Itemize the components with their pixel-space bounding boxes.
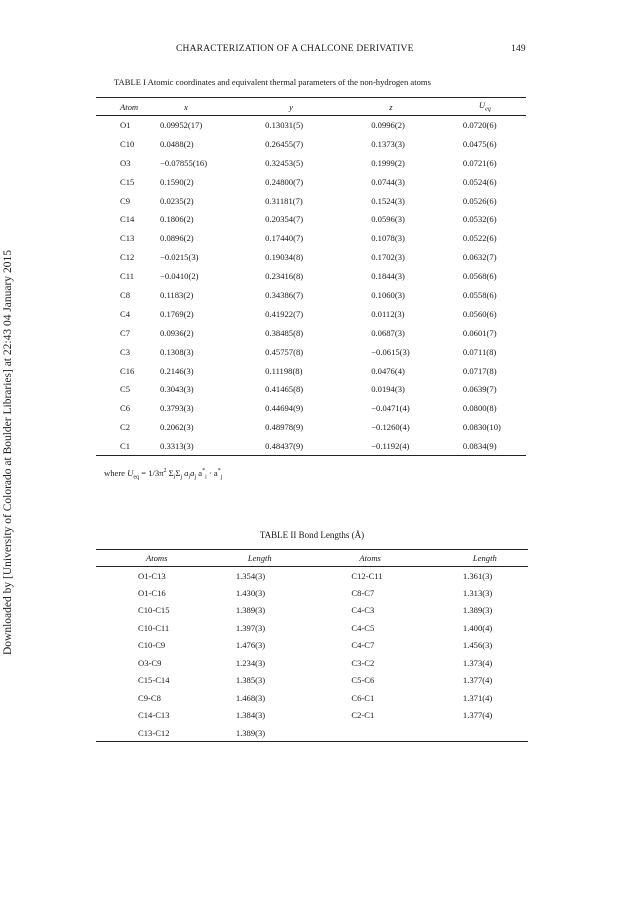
ueq-subscript: eq bbox=[485, 106, 491, 113]
y-cell: 0.17440(7) bbox=[265, 233, 304, 244]
table2-header-length-1: Length bbox=[247, 553, 272, 563]
bond-length-cell: 1.430(3) bbox=[235, 587, 266, 598]
table-row bbox=[96, 286, 526, 305]
table1-header-y: y bbox=[289, 101, 293, 112]
y-cell: 0.26455(7) bbox=[265, 138, 304, 149]
bond-atoms-cell: O1-C13 bbox=[138, 570, 166, 581]
footnote-a2: a bbox=[190, 468, 195, 478]
x-cell: 0.0936(2) bbox=[160, 327, 194, 338]
bond-length-cell: 1.354(3) bbox=[235, 570, 266, 581]
atom-cell: C12 bbox=[120, 252, 135, 263]
z-cell: −0.0471(4) bbox=[371, 403, 410, 414]
ueq-cell: 0.0800(8) bbox=[462, 403, 497, 414]
z-cell: 0.0112(3) bbox=[371, 308, 405, 319]
z-cell: 0.0744(3) bbox=[371, 176, 405, 187]
y-cell: 0.34386(7) bbox=[265, 289, 304, 300]
ueq-cell: 0.0639(7) bbox=[462, 384, 497, 395]
table-row bbox=[96, 172, 526, 191]
ueq-cell: 0.0524(6) bbox=[462, 176, 497, 187]
y-cell: 0.44694(9) bbox=[265, 403, 304, 414]
bond-atoms-cell: C10-C9 bbox=[138, 640, 166, 651]
table1-header-ueq bbox=[449, 98, 526, 116]
atom-cell: C6 bbox=[120, 403, 131, 414]
z-cell: 0.0596(3) bbox=[371, 214, 405, 225]
y-cell: 0.13031(5) bbox=[265, 120, 304, 131]
atom-cell: C14 bbox=[120, 214, 135, 225]
bond-atoms-cell: O3-C9 bbox=[138, 657, 162, 668]
atom-cell: C11 bbox=[120, 271, 135, 282]
table-row bbox=[96, 191, 526, 210]
atom-cell: C10 bbox=[120, 138, 135, 149]
footnote-sigma2: Σ bbox=[175, 468, 181, 478]
table-row bbox=[96, 637, 528, 655]
table-row bbox=[96, 619, 528, 637]
atom-cell: O3 bbox=[120, 157, 131, 168]
table-row bbox=[96, 724, 528, 742]
table-row bbox=[96, 210, 526, 229]
table-row bbox=[96, 229, 526, 248]
ueq-cell: 0.0711(8) bbox=[462, 346, 497, 357]
table-row bbox=[96, 248, 526, 267]
running-title: CHARACTERIZATION OF A CHALCONE DERIVATIVE bbox=[176, 44, 414, 54]
bond-length-cell: 1.385(3) bbox=[235, 675, 266, 686]
z-cell: 0.0194(3) bbox=[371, 384, 405, 395]
footnote-a2-sub: j bbox=[194, 474, 197, 481]
table1-header-atom: Atom bbox=[120, 101, 139, 112]
x-cell: 0.1806(2) bbox=[160, 214, 194, 225]
y-cell: 0.48978(9) bbox=[265, 422, 304, 433]
table-row bbox=[96, 418, 526, 437]
ueq-cell: 0.0558(6) bbox=[462, 289, 497, 300]
x-cell: 0.0235(2) bbox=[160, 195, 194, 206]
x-cell: 0.1308(3) bbox=[160, 346, 194, 357]
ueq-cell: 0.0601(7) bbox=[462, 327, 497, 338]
table-row bbox=[96, 267, 526, 286]
bond-atoms-cell: C4-C5 bbox=[351, 622, 375, 633]
table2-header-atoms-2: Atoms bbox=[359, 553, 381, 563]
bond-atoms-cell: C5-C6 bbox=[351, 675, 375, 686]
atom-cell: C5 bbox=[120, 384, 131, 395]
footnote-star2-sub: j bbox=[220, 474, 223, 481]
footnote-dot: · a bbox=[206, 468, 218, 478]
table2-caption: TABLE II Bond Lengths (Å) bbox=[259, 530, 365, 540]
table1-caption: TABLE I Atomic coordinates and equivalent thermal parameters of the non-hydrogen atoms bbox=[114, 77, 431, 87]
bond-atoms-cell: O1-C16 bbox=[138, 587, 166, 598]
ueq-cell: 0.0522(6) bbox=[462, 233, 497, 244]
atom-cell: C9 bbox=[120, 195, 131, 206]
y-cell: 0.41465(8) bbox=[265, 384, 304, 395]
y-cell: 0.20354(7) bbox=[265, 214, 304, 225]
table-row bbox=[96, 437, 526, 456]
table-row bbox=[96, 399, 526, 418]
bond-length-cell: 1.377(4) bbox=[462, 710, 493, 721]
atom-cell: C8 bbox=[120, 289, 131, 300]
bond-atoms-cell bbox=[337, 724, 449, 742]
x-cell: 0.1590(2) bbox=[160, 176, 194, 187]
table-row bbox=[96, 380, 526, 399]
x-cell: 0.2062(3) bbox=[160, 422, 194, 433]
table-row bbox=[96, 342, 526, 361]
ueq-symbol: U bbox=[478, 100, 486, 111]
table1-header-row bbox=[96, 98, 526, 116]
table-row bbox=[96, 567, 528, 585]
table-row bbox=[96, 584, 528, 602]
footnote-star2-sup: * bbox=[217, 468, 221, 475]
z-cell: 0.0996(2) bbox=[371, 120, 405, 131]
atom-cell: C1 bbox=[120, 440, 131, 451]
table-row bbox=[96, 602, 528, 620]
x-cell: 0.1769(2) bbox=[160, 308, 194, 319]
bond-length-cell: 1.384(3) bbox=[235, 710, 266, 721]
ueq-cell: 0.0720(6) bbox=[462, 120, 497, 131]
atom-cell: C4 bbox=[120, 308, 131, 319]
table-row bbox=[96, 654, 528, 672]
footnote-star1-sub: i bbox=[205, 474, 207, 481]
download-watermark: Downloaded by [University of Colorado at Boulder Libraries] at 22:43 04 January 2015 bbox=[2, 250, 14, 655]
y-cell: 0.19034(8) bbox=[265, 252, 304, 263]
atom-cell: C15 bbox=[120, 176, 135, 187]
bond-length-cell: 1.371(4) bbox=[462, 692, 493, 703]
ueq-cell: 0.0475(6) bbox=[462, 138, 497, 149]
table2-header-atoms-1: Atoms bbox=[146, 553, 168, 563]
table-row bbox=[96, 323, 526, 342]
footnote-star1-sup: * bbox=[202, 468, 206, 475]
bond-atoms-cell: C10-C15 bbox=[138, 605, 170, 616]
ueq-cell: 0.0830(10) bbox=[462, 422, 501, 433]
y-cell: 0.45757(8) bbox=[265, 346, 304, 357]
table1-header-z: z bbox=[389, 101, 393, 112]
bond-length-cell: 1.389(3) bbox=[462, 605, 493, 616]
bond-length-cell: 1.389(3) bbox=[235, 727, 266, 738]
bond-atoms-cell: C8-C7 bbox=[351, 587, 375, 598]
table-row bbox=[96, 707, 528, 725]
x-cell: 0.3043(3) bbox=[160, 384, 194, 395]
z-cell: −0.1192(4) bbox=[371, 440, 410, 451]
atom-cell: C2 bbox=[120, 422, 131, 433]
atom-cell: C7 bbox=[120, 327, 131, 338]
bond-length-cell: 1.389(3) bbox=[235, 605, 266, 616]
table-row bbox=[96, 689, 528, 707]
ueq-cell: 0.0717(8) bbox=[462, 365, 497, 376]
y-cell: 0.23416(8) bbox=[265, 271, 304, 282]
table2-header-row bbox=[96, 550, 528, 567]
z-cell: 0.1524(3) bbox=[371, 195, 405, 206]
ueq-cell: 0.0568(6) bbox=[462, 271, 497, 282]
z-cell: 0.0476(4) bbox=[371, 365, 405, 376]
bond-length-cell: 1.234(3) bbox=[235, 657, 266, 668]
bond-length-cell: 1.361(3) bbox=[462, 570, 493, 581]
bond-length-cell: 1.377(4) bbox=[462, 675, 493, 686]
table-row bbox=[96, 116, 526, 135]
bond-atoms-cell: C13-C12 bbox=[138, 727, 170, 738]
bond-atoms-cell: C4-C7 bbox=[351, 640, 375, 651]
ueq-cell: 0.0560(6) bbox=[462, 308, 497, 319]
page-number: 149 bbox=[511, 44, 526, 54]
atomic-coordinates-table bbox=[96, 97, 526, 456]
x-cell: 0.2146(3) bbox=[160, 365, 194, 376]
bond-length-cell: 1.373(4) bbox=[462, 657, 493, 668]
footnote-j: j bbox=[180, 474, 183, 481]
footnote-a1-sub: i bbox=[188, 474, 191, 481]
atom-cell: C16 bbox=[120, 365, 135, 376]
x-cell: 0.09952(17) bbox=[160, 120, 203, 131]
bond-atoms-cell: C4-C3 bbox=[351, 605, 375, 616]
atom-cell: C3 bbox=[120, 346, 131, 357]
atom-cell: C13 bbox=[120, 233, 135, 244]
ueq-cell: 0.0526(6) bbox=[462, 195, 497, 206]
ueq-cell: 0.0834(9) bbox=[462, 440, 497, 451]
table2-body bbox=[96, 567, 528, 742]
bond-length-cell bbox=[449, 724, 528, 742]
footnote-star1: a bbox=[196, 468, 203, 478]
table-row bbox=[96, 361, 526, 380]
bond-length-cell: 1.468(3) bbox=[235, 692, 266, 703]
bond-length-cell: 1.397(3) bbox=[235, 622, 266, 633]
footnote-sigma: Σ bbox=[166, 468, 174, 478]
table1-header-x: x bbox=[184, 101, 188, 112]
footnote-a1: a bbox=[182, 468, 189, 478]
footnote-u: U bbox=[127, 468, 134, 478]
x-cell: −0.0410(2) bbox=[160, 271, 199, 282]
bond-atoms-cell: C12-C11 bbox=[351, 570, 383, 581]
ueq-cell: 0.0721(6) bbox=[462, 157, 497, 168]
y-cell: 0.32453(5) bbox=[265, 157, 304, 168]
table-row bbox=[96, 304, 526, 323]
z-cell: 0.1702(3) bbox=[371, 252, 405, 263]
footnote-i: i bbox=[173, 474, 176, 481]
atom-cell: O1 bbox=[120, 120, 131, 131]
y-cell: 0.38485(8) bbox=[265, 327, 304, 338]
x-cell: 0.3793(3) bbox=[160, 403, 194, 414]
x-cell: 0.0488(2) bbox=[160, 138, 194, 149]
bond-atoms-cell: C3-C2 bbox=[351, 657, 375, 668]
z-cell: −0.1260(4) bbox=[371, 422, 410, 433]
ueq-cell: 0.0632(7) bbox=[462, 252, 497, 263]
footnote-eq: = 1/3π bbox=[139, 468, 164, 478]
bond-atoms-cell: C14-C13 bbox=[138, 710, 170, 721]
x-cell: 0.0896(2) bbox=[160, 233, 194, 244]
y-cell: 0.41922(7) bbox=[265, 308, 304, 319]
table2-header-length-2: Length bbox=[472, 553, 497, 563]
z-cell: 0.1078(3) bbox=[371, 233, 405, 244]
footnote-prefix: where bbox=[104, 468, 128, 478]
table-row bbox=[96, 153, 526, 172]
y-cell: 0.48437(9) bbox=[265, 440, 304, 451]
y-cell: 0.31181(7) bbox=[265, 195, 303, 206]
z-cell: 0.1373(3) bbox=[371, 138, 405, 149]
z-cell: 0.1060(3) bbox=[371, 289, 405, 300]
bond-atoms-cell: C10-C11 bbox=[138, 622, 170, 633]
bond-lengths-table bbox=[96, 549, 528, 742]
table1-footnote bbox=[104, 468, 222, 481]
running-header bbox=[0, 44, 624, 58]
footnote-u-sub: eq bbox=[133, 474, 140, 481]
x-cell: 0.1183(2) bbox=[160, 289, 194, 300]
bond-atoms-cell: C6-C1 bbox=[351, 692, 375, 703]
table-row bbox=[96, 134, 526, 153]
z-cell: 0.1999(2) bbox=[371, 157, 405, 168]
z-cell: 0.0687(3) bbox=[371, 327, 405, 338]
y-cell: 0.24800(7) bbox=[265, 176, 304, 187]
bond-atoms-cell: C15-C14 bbox=[138, 675, 170, 686]
bond-atoms-cell: C9-C8 bbox=[138, 692, 161, 703]
z-cell: 0.1844(3) bbox=[371, 271, 405, 282]
bond-length-cell: 1.456(3) bbox=[462, 640, 493, 651]
bond-atoms-cell: C2-C1 bbox=[351, 710, 375, 721]
table-row bbox=[96, 672, 528, 690]
bond-length-cell: 1.476(3) bbox=[235, 640, 266, 651]
bond-length-cell: 1.313(3) bbox=[462, 587, 493, 598]
x-cell: −0.07855(16) bbox=[160, 157, 208, 168]
y-cell: 0.11198(8) bbox=[265, 365, 303, 376]
x-cell: −0.0215(3) bbox=[160, 252, 199, 263]
footnote-sup2: 2 bbox=[163, 468, 167, 475]
table1-body bbox=[96, 116, 526, 456]
x-cell: 0.3313(3) bbox=[160, 440, 194, 451]
bond-length-cell: 1.400(4) bbox=[462, 622, 493, 633]
ueq-cell: 0.0532(6) bbox=[462, 214, 497, 225]
z-cell: −0.0615(3) bbox=[371, 346, 410, 357]
